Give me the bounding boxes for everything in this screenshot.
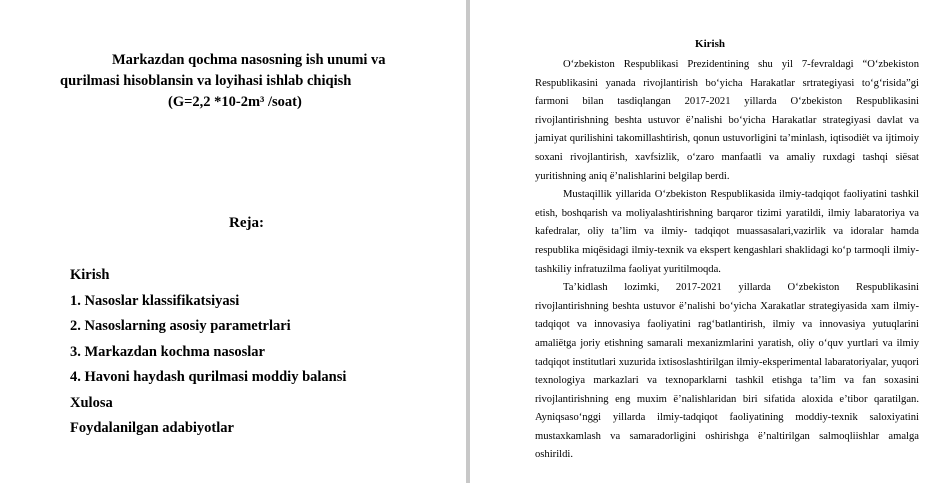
paragraph: O‘zbekiston Respublikasi Prezidentining shu yil 7-fevraldagi “O‘zbekiston Respublikasini yanada rivojlantirish bo‘yicha Harakatlar srtrategiyasi to‘g‘risida”gi farmoni bilan tasdiqlangan 2017-2021 yillarda O‘zbekiston Respublikasini rivojlantirishning beshta ustuvor ё’nalishi bo‘yicha Harakatlar strategiyasi davlat va jamiyat qurilishini takomillashtirish, qonun ustuvorligini ta’minlash, iqtisodiёt va ijtimoiy soxani rivojlantirish, xavfsizlik, o‘zaro manfaatli va amaliy ruxdagi tashqi siёsat yuritishning aniq ё’nalishlarini belgilap berdi. [535,59,919,182]
title-line-2: qurilmasi hisoblansin va loyihasi ishlab chiqish [60,73,352,89]
toc-item: Foydalanilgan adabiyotlar [70,420,234,436]
document-page-right [470,0,950,483]
toc-item: 4. Havoni haydash qurilmasi moddiy balansi [70,369,347,385]
toc-item: 1. Nasoslar klassifikatsiyasi [70,292,240,309]
paragraph: Mustaqillik yillarida O‘zbekiston Respublikasida ilmiy-tadqiqot faoliyatini tashkil etish, boshqarish va moliyalashtirishning barqaror tizimi yaratildi, ilmiy labaratoriya va kafedralar, oliy ta’lim va ilmiy- tadqiqot muassasalari,vazirlik va idoralar hamda respublika miqёsidagi ilmiy-texnik va ekspert kengashlari shaklidagi ko‘p tarmoqli ilmiy- tashkiliy infratuzilma faoliyat yuritilmoqda. [535,189,919,275]
document-title [60,50,450,113]
toc-item: Xulosa [70,394,113,411]
toc-item: Kirish [70,267,110,283]
title-line-3: (G=2,2 *10-2m³ /soat) [168,94,302,110]
document-page-left [0,0,466,483]
title-line-1: Markazdan qochma nasosning ish unumi va [112,52,386,68]
body-text [535,56,919,465]
table-of-contents [70,266,346,445]
toc-item: 2. Nasoslarning asosiy parametrlari [70,318,291,334]
toc-item: 3. Markazdan kochma nasoslar [70,343,265,360]
section-heading: Kirish [695,38,725,50]
paragraph: Ta’kidlash lozimki, 2017-2021 yillarda O‘zbekiston Respublikasini rivojlantirishning beshta ustuvor ё’nalishi bo‘yicha Xarakatlar strategiyasida xam ilmiy-tadqiqot va innovasiya faoliyatini rag‘batlantirish, ilmiy va innovasiya yutuqlarini amaliёtga joriy etishning samarali mexanizmlarini yaratish, oliy o‘quv yurtlari va ilmiy tadqiqot institutlari xuzurida ixtisoslashtirilgan ilmiy-eksperimental labaratoriyalar, yuqori texnologiya markazlari va texnoparklarni tashkil etishga ta’lim va fan soxasini rivojlantirishning eng muxim ё’nalishlaridan biri sifatida aloxida e’tibor qaratilgan. Ayniqsaso‘nggi yillarda ilmiy-tadqiqot faoliyatining moddiy-texnik saloxiyatini mustaxkamlash va samaradorligini oshirishga ё’naltirilgan salmoqliishlar amalga oshirildi. [535,282,919,461]
plan-heading: Reja: [229,215,264,231]
